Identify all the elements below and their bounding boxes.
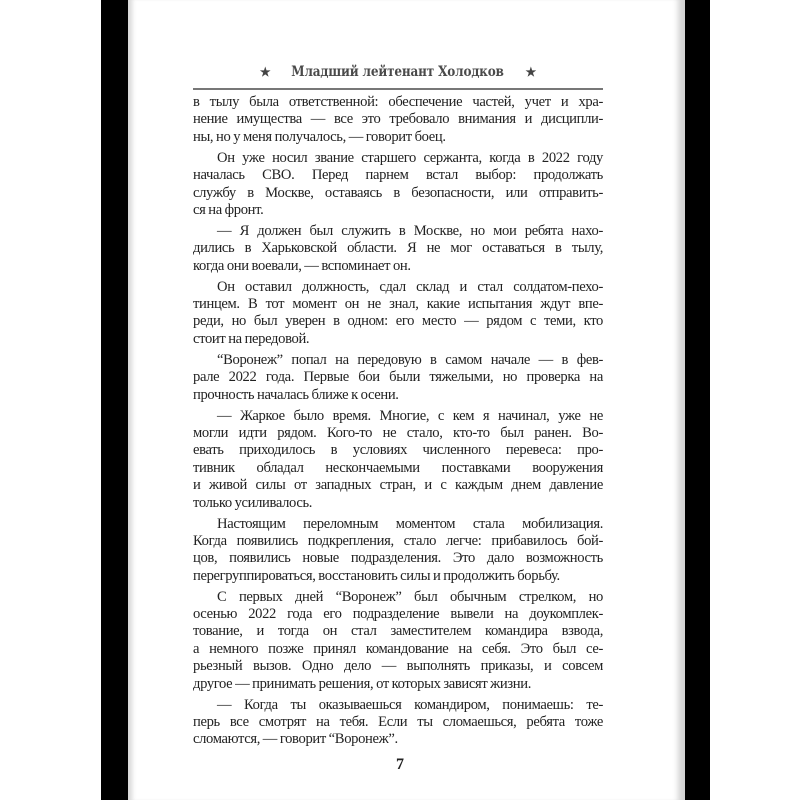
text-line: сломаются, — говорит “Воронеж”. — [193, 731, 398, 748]
text-line: стоит на передовой. — [193, 330, 310, 347]
header-title: Младший лейтенант Холодков — [291, 64, 505, 80]
text-line: а немного позже принял командование на себя. Это был се- — [193, 640, 603, 657]
text-line: нение имущества — все это требовало внимания и дисципли- — [193, 111, 603, 128]
paragraph — [193, 223, 603, 275]
paragraph — [193, 516, 603, 586]
text-line: могли идти рядом. Кого-то не стало, кто-то был ранен. Во- — [193, 425, 603, 441]
text-line: тование, и тогда он стал заместителем командира взвода, — [193, 623, 603, 640]
text-line: дились в Харьковской области. Я не мог оставаться в тылу, — [193, 240, 603, 257]
text-line: С первых дней “Воронеж” был обычным стрелком, но — [217, 588, 603, 605]
paragraph — [193, 94, 603, 146]
star-icon: ★ — [525, 65, 537, 79]
text-line: евать приходилось в условиях численного перевеса: про- — [193, 442, 603, 459]
paragraph — [193, 352, 603, 404]
paragraph — [193, 697, 603, 749]
left-black-border — [101, 0, 128, 800]
text-line: в тылу была ответственной: обеспечение частей, учет и хра- — [193, 94, 603, 110]
text-line: рале 2022 года. Первые бои были тяжелыми, но проверка на — [193, 369, 603, 386]
body-text — [193, 94, 603, 749]
text-line: — Жаркое было время. Многие, с кем я начинал, уже не — [217, 407, 603, 424]
text-line: когда они воевали, — вспоминает он. — [193, 257, 411, 274]
text-line: тивник обладал нескончаемыми поставками вооружения — [193, 459, 603, 476]
running-header — [193, 64, 603, 81]
text-line: — Я должен был служить в Москве, но мои ребята нахо- — [217, 222, 603, 239]
text-line: Настоящим переломным моментом стала мобилизация. — [217, 515, 603, 532]
text-line: перегруппироваться, восстановить силы и продолжить борьбу. — [193, 567, 560, 584]
text-line: Он оставил должность, сдал склад и стал солдатом-пехо- — [217, 278, 603, 295]
paragraph — [193, 408, 603, 512]
text-line: ны, но у меня получалось, — говорит боец. — [193, 128, 446, 145]
text-line: другое — принимать решения, от которых зависят жизни. — [193, 675, 532, 692]
text-line: прочность началась ближе к осени. — [193, 386, 399, 403]
text-line: Когда появились подкрепления, стало легче: прибавилось бой- — [193, 532, 603, 549]
text-line: Он уже носил звание старшего сержанта, когда в 2022 году — [217, 149, 603, 166]
page-number: 7 — [396, 756, 404, 773]
text-line: — Когда ты оказываешься командиром, понимаешь: те- — [217, 696, 603, 713]
text-line: “Воронеж” попал на передовую в самом начале — в фев- — [217, 351, 603, 368]
paragraph — [193, 279, 603, 349]
text-line: тинцем. В тот момент он не знал, какие испытания ждут впе- — [193, 296, 603, 313]
text-line: осенью 2022 года его подразделение вывели на доукомплек- — [193, 606, 603, 623]
text-line: рьезный вызов. Одно дело — выполнять приказы, и совсем — [193, 658, 603, 675]
text-line: цов, появились новые подразделения. Это дало возможность — [193, 550, 603, 567]
text-line: только усиливалось. — [193, 494, 313, 511]
text-line: реди, но был уверен в одном: его место — рядом с теми, кто — [193, 313, 603, 330]
paragraph — [193, 589, 603, 693]
header-rule — [193, 88, 603, 90]
paragraph — [193, 150, 603, 220]
text-line: перь все смотрят на тебя. Если ты сломаешься, ребята тоже — [193, 714, 603, 731]
text-line: и живой силы от западных стран, и с каждым днем давление — [193, 477, 603, 494]
text-line: началась СВО. Перед парнем встал выбор: продолжать — [193, 167, 603, 184]
text-line: службу в Москве, оставаясь в безопасности, или отправить- — [193, 184, 603, 201]
star-icon: ★ — [259, 65, 271, 79]
right-black-border — [685, 0, 710, 800]
text-line: ся на фронт. — [193, 201, 264, 218]
